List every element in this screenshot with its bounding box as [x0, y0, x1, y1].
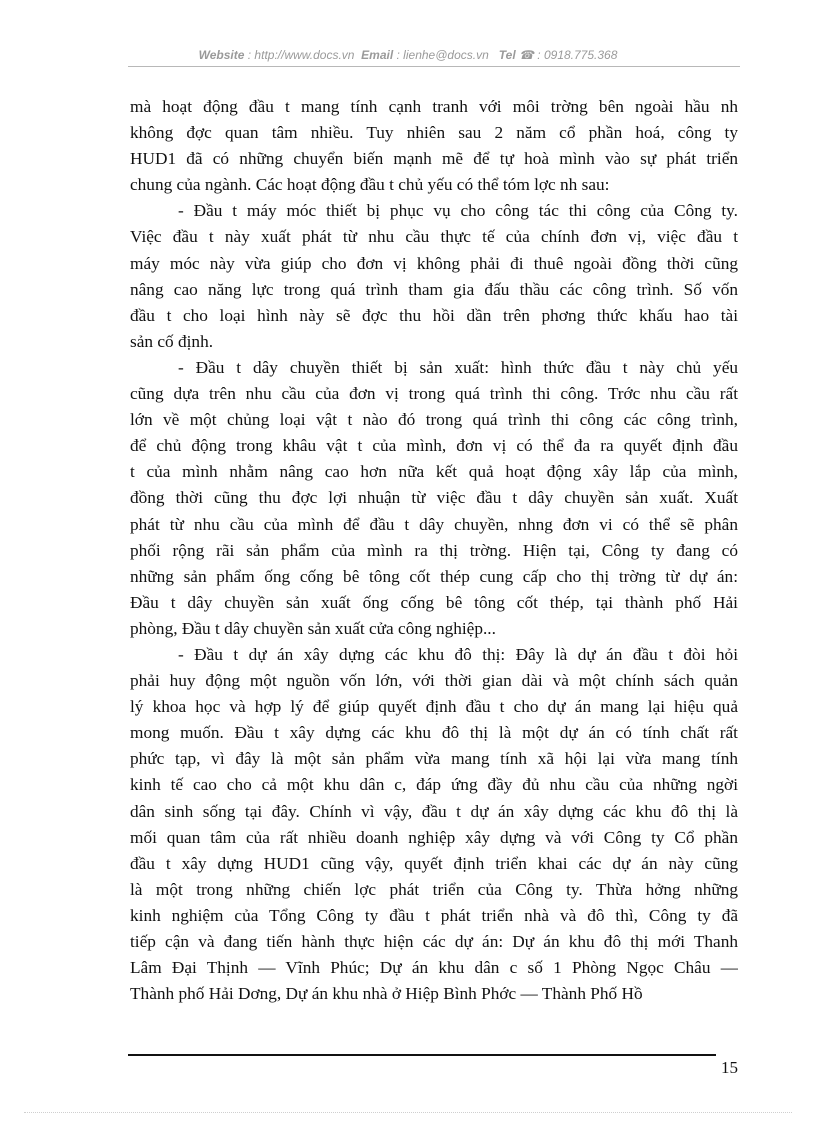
paragraph-line: tiếp cận và đang tiến hành thực hiện các dự án: Dự án khu đô thị mới Thanh	[130, 932, 738, 951]
paragraph-line: dân sinh sống tại đây. Chính vì vậy, đầu t dự án xây dựng các khu đô thị là	[130, 801, 738, 821]
footer-rule	[128, 1054, 716, 1056]
paragraph-line: những sản phẩm ống cống bê tông cốt thép cung cấp cho thị trờng từ dự án:	[130, 566, 738, 586]
header-rule	[128, 66, 740, 67]
paragraph-line: - Đầu t máy móc thiết bị phục vụ cho công tác thi công của Công ty.	[178, 201, 738, 221]
paragraph-line: để chủ động trong khâu vật t của mình, đơn vị có thể đa ra quyết định đầu	[130, 436, 738, 456]
website-label: Website	[198, 48, 245, 62]
paragraph-line: đầu t xây dựng HUD1 cũng vậy, quyết định triển khai các dự án này cũng	[130, 853, 738, 873]
paragraph-line: HUD1 đã có những chuyển biến mạnh mẽ để tự hoà mình vào sự phát triển	[130, 149, 738, 169]
paragraph-line: cũng dựa trên nhu cầu của đơn vị trong quá trình thi công. Trớc nhu cầu rất	[130, 384, 738, 404]
paragraph-line: Lâm Đại Thịnh — Vĩnh Phúc; Dự án khu dân c số 1 Phòng Ngọc Châu —	[130, 958, 738, 978]
tel-value: ☎ : 0918.775.368	[519, 48, 618, 62]
tel-label: Tel	[498, 48, 516, 62]
paragraph-line: - Đầu t dự án xây dựng các khu đô thị: Đây là dự án đầu t đòi hỏi	[178, 644, 738, 664]
paragraph-line: đầu t cho loại hình này sẽ đợc thu hồi dần trên phơng thức khấu hao tài	[130, 305, 738, 325]
paragraph-line: phối rộng rãi sản phẩm của mình ra thị trờng. Hiện tại, Công ty đang có	[130, 540, 738, 560]
email-label: Email	[361, 48, 394, 62]
paragraph-line: phát từ nhu cầu của mình để đầu t dây chuyền, nhng đơn vi có thể sẽ phân	[130, 514, 738, 534]
paragraph-line: không đợc quan tâm nhiều. Tuy nhiên sau 2 năm cổ phần hoá, công ty	[130, 123, 738, 143]
email-value: : lienhe@docs.vn	[396, 48, 489, 62]
paragraph-line: Đầu t dây chuyền sản xuất ống cống bê tông cốt thép, tại thành phố Hải	[130, 592, 738, 612]
paragraph-line: nâng cao năng lực trong quá trình tham gia đấu thầu các công trình. Số vốn	[130, 279, 738, 299]
paragraph-line: Việc đầu t này xuất phát từ nhu cầu thực tế của chính đơn vị, việc đầu t	[130, 227, 738, 247]
paragraph-line: chung của ngành. Các hoạt động đầu t chủ yếu có thể tóm lợc nh sau:	[130, 175, 610, 195]
paragraph-line: máy móc này vừa giúp cho đơn vị không phải đi thuê ngoài đồng thời cũng	[130, 253, 738, 273]
paragraph-line: phòng, Đầu t dây chuyền sản xuất cửa công nghiệp...	[130, 618, 496, 638]
page-header	[0, 48, 816, 62]
website-value: : http://www.docs.vn	[247, 48, 355, 62]
paragraph-line: sản cố định.	[130, 331, 214, 351]
paragraph-line: Thành phố Hải Dơng, Dự án khu nhà ở Hiệp Bình Phớc — Thành Phố Hồ	[130, 984, 643, 1004]
page-bottom-border	[24, 1112, 792, 1113]
paragraph-line: kinh nghiệm của Tổng Công ty đầu t phát triển nhà và đô thì, Công ty đã	[130, 905, 738, 925]
paragraph-line: kinh tế cao cho cả một khu dân c, đáp ứng đầy đủ nhu cầu của những ngời	[130, 775, 738, 795]
paragraph-line: phải huy động một nguồn vốn lớn, với thời gian dài và một chính sách quản	[130, 671, 738, 691]
paragraph-line: t của mình nhằm nâng cao hơn nữa kết quả hoạt động xây lắp của mình,	[130, 462, 738, 482]
body-text	[130, 94, 738, 1007]
page-number: 15	[721, 1058, 738, 1077]
paragraph-line: mà hoạt động đầu t mang tính cạnh tranh với môi trờng bên ngoài hầu nh	[130, 97, 738, 116]
paragraph-line: lý khoa học và hợp lý để giúp quyết định đầu t cho dự án mang lại hiệu quả	[130, 697, 738, 717]
paragraph-line: - Đầu t dây chuyền thiết bị sản xuất: hình thức đầu t này chủ yếu	[178, 357, 738, 377]
paragraph-line: mong muốn. Đầu t xây dựng các khu đô thị là một dự án có tính chất rất	[130, 723, 738, 743]
paragraph-line: đồng thời cũng thu đợc lợi nhuận từ việc đầu t dây chuyền sản xuất. Xuất	[130, 488, 738, 508]
paragraph-line: là một trong những chiến lợc phát triển của Công ty. Thừa hởng những	[130, 879, 738, 899]
paragraph-line: mối quan tâm của rất nhiều doanh nghiệp xây dựng và với Công ty Cổ phần	[130, 827, 738, 847]
paragraph-line: lớn về một chủng loại vật t nào đó trong quá trình thi công các công trình,	[130, 410, 738, 430]
paragraph-line: phức tạp, vì đây là một sản phẩm vừa mang tính xã hội lại vừa mang tính	[130, 749, 738, 769]
